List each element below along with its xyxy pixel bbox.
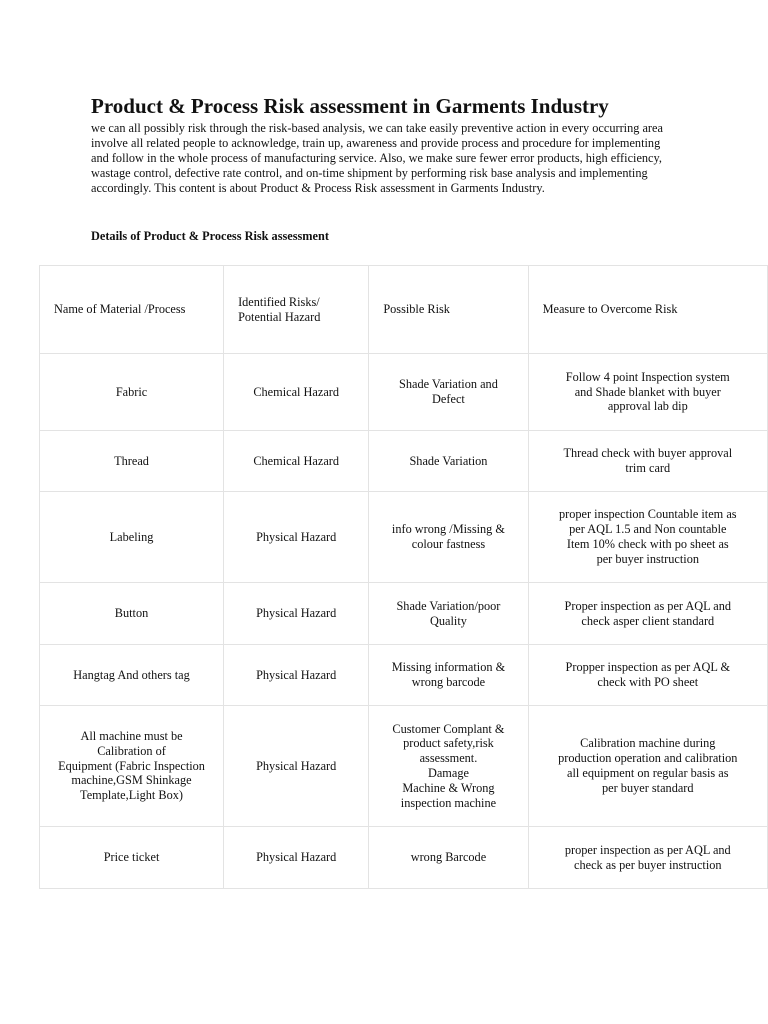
- cell-line: Hangtag And others tag: [73, 667, 190, 682]
- cell-line: Damage: [427, 766, 469, 780]
- cell-line: Proper inspection as per AQL and: [564, 598, 732, 613]
- intro-line: and follow in the whole process of manufacturing service. Also, we make sure fewer error products, high efficiency,: [91, 151, 662, 166]
- cell-possible: [369, 354, 528, 431]
- cell-possible: [369, 645, 528, 706]
- cell-line: wrong Barcode: [410, 850, 487, 865]
- cell-line: inspection machine: [400, 795, 497, 810]
- intro-paragraph: [91, 121, 691, 196]
- cell-line: Button: [114, 606, 149, 621]
- cell-line: Thread: [114, 453, 149, 468]
- cell-line: Price ticket: [103, 850, 160, 865]
- table-row: [40, 827, 768, 889]
- cell-line: per buyer instruction: [596, 551, 700, 566]
- cell-measure: [528, 706, 767, 827]
- table-row: [40, 583, 768, 645]
- cell-line: Quality: [430, 613, 467, 628]
- cell-possible: [369, 431, 528, 492]
- intro-line: wastage control, defective rate control, and on-time shipment by performing risk base analysis and implementing: [91, 166, 648, 181]
- cell-line: Shade Variation: [409, 453, 488, 468]
- cell-line: info wrong /Missing &: [391, 522, 505, 537]
- cell-line: Machine & Wrong: [402, 780, 495, 795]
- header-identified-risk: [224, 266, 369, 354]
- cell-possible: [369, 706, 528, 827]
- cell-measure: [528, 645, 767, 706]
- cell-line: approval lab dip: [607, 399, 688, 414]
- cell-material: [40, 492, 224, 583]
- cell-line: all equipment on regular basis as: [567, 766, 729, 780]
- cell-line: check asper client standard: [581, 613, 715, 628]
- cell-line: Thread check with buyer approval: [563, 446, 733, 461]
- table-row: [40, 431, 768, 492]
- cell-material: [40, 354, 224, 431]
- cell-line: machine,GSM Shinkage: [71, 773, 192, 788]
- cell-line: Labeling: [109, 529, 154, 544]
- cell-line: Equipment (Fabric Inspection: [58, 758, 205, 773]
- cell-material: [40, 827, 224, 889]
- cell-line: Fabric: [115, 384, 148, 399]
- cell-measure: [528, 354, 767, 431]
- cell-measure: [528, 583, 767, 645]
- table-header-row: [40, 266, 768, 354]
- header-line: Potential Hazard: [238, 309, 321, 324]
- cell-possible: [369, 827, 528, 889]
- cell-line: proper inspection Countable item as: [558, 507, 737, 522]
- cell-material: [40, 583, 224, 645]
- cell-line: proper inspection as per AQL and: [564, 842, 731, 857]
- cell-line: Propper inspection as per AQL &: [565, 660, 731, 675]
- header-measure: Measure to Overcome Risk: [528, 266, 767, 354]
- cell-risk: Physical Hazard: [224, 706, 369, 827]
- cell-risk: Chemical Hazard: [224, 431, 369, 492]
- cell-line: production operation and calibration: [558, 751, 738, 766]
- cell-line: and Shade blanket with buyer: [574, 384, 721, 399]
- cell-line: Item 10% check with po sheet as: [566, 537, 729, 551]
- table-row: [40, 492, 768, 583]
- header-possible-risk: Possible Risk: [369, 266, 528, 354]
- cell-risk: Physical Hazard: [224, 492, 369, 583]
- cell-measure: [528, 827, 767, 889]
- cell-measure: [528, 492, 767, 583]
- cell-line: Missing information &: [391, 660, 506, 675]
- table-row: [40, 706, 768, 827]
- document-title: Product & Process Risk assessment in Garments Industry: [91, 94, 609, 118]
- cell-line: assessment.: [419, 751, 478, 766]
- cell-line: colour fastness: [411, 537, 486, 551]
- cell-possible: [369, 583, 528, 645]
- header-material: Name of Material /Process: [40, 266, 224, 354]
- cell-line: Customer Complant &: [392, 721, 505, 736]
- cell-line: Calibration machine during: [580, 736, 716, 751]
- risk-assessment-table: [39, 265, 768, 889]
- cell-risk: Physical Hazard: [224, 827, 369, 889]
- cell-risk: Physical Hazard: [224, 645, 369, 706]
- cell-line: Defect: [432, 392, 465, 406]
- cell-line: All machine must be: [80, 729, 183, 743]
- cell-line: per buyer standard: [602, 780, 694, 795]
- cell-material: [40, 431, 224, 492]
- cell-line: Follow 4 point Inspection system: [565, 369, 730, 384]
- cell-material: [40, 706, 224, 827]
- cell-line: Shade Variation/poor: [396, 598, 501, 613]
- cell-risk: Physical Hazard: [224, 583, 369, 645]
- cell-line: per AQL 1.5 and Non countable: [569, 522, 727, 537]
- intro-line: involve all related people to acknowledge, train up, awareness and provide process and procedure for implementing: [91, 136, 661, 151]
- cell-measure: [528, 431, 767, 492]
- cell-line: trim card: [625, 461, 671, 475]
- section-heading: Details of Product & Process Risk assessment: [91, 229, 329, 243]
- cell-line: wrong barcode: [411, 675, 486, 689]
- cell-line: product safety,risk: [403, 736, 494, 751]
- cell-material: [40, 645, 224, 706]
- table-row: [40, 354, 768, 431]
- intro-line: accordingly. This content is about Product & Process Risk assessment in Garments Industry.: [91, 181, 545, 196]
- cell-possible: [369, 492, 528, 583]
- cell-line: Calibration of: [97, 743, 166, 758]
- cell-risk: Chemical Hazard: [224, 354, 369, 431]
- cell-line: check as per buyer instruction: [574, 857, 722, 872]
- header-line: Identified Risks/: [238, 294, 320, 309]
- table-row: [40, 645, 768, 706]
- cell-line: Shade Variation and: [399, 377, 498, 392]
- intro-line: we can all possibly risk through the risk-based analysis, we can take easily preventive action in every occurring area: [91, 121, 663, 135]
- cell-line: Template,Light Box): [80, 788, 184, 803]
- cell-line: check with PO sheet: [597, 675, 699, 689]
